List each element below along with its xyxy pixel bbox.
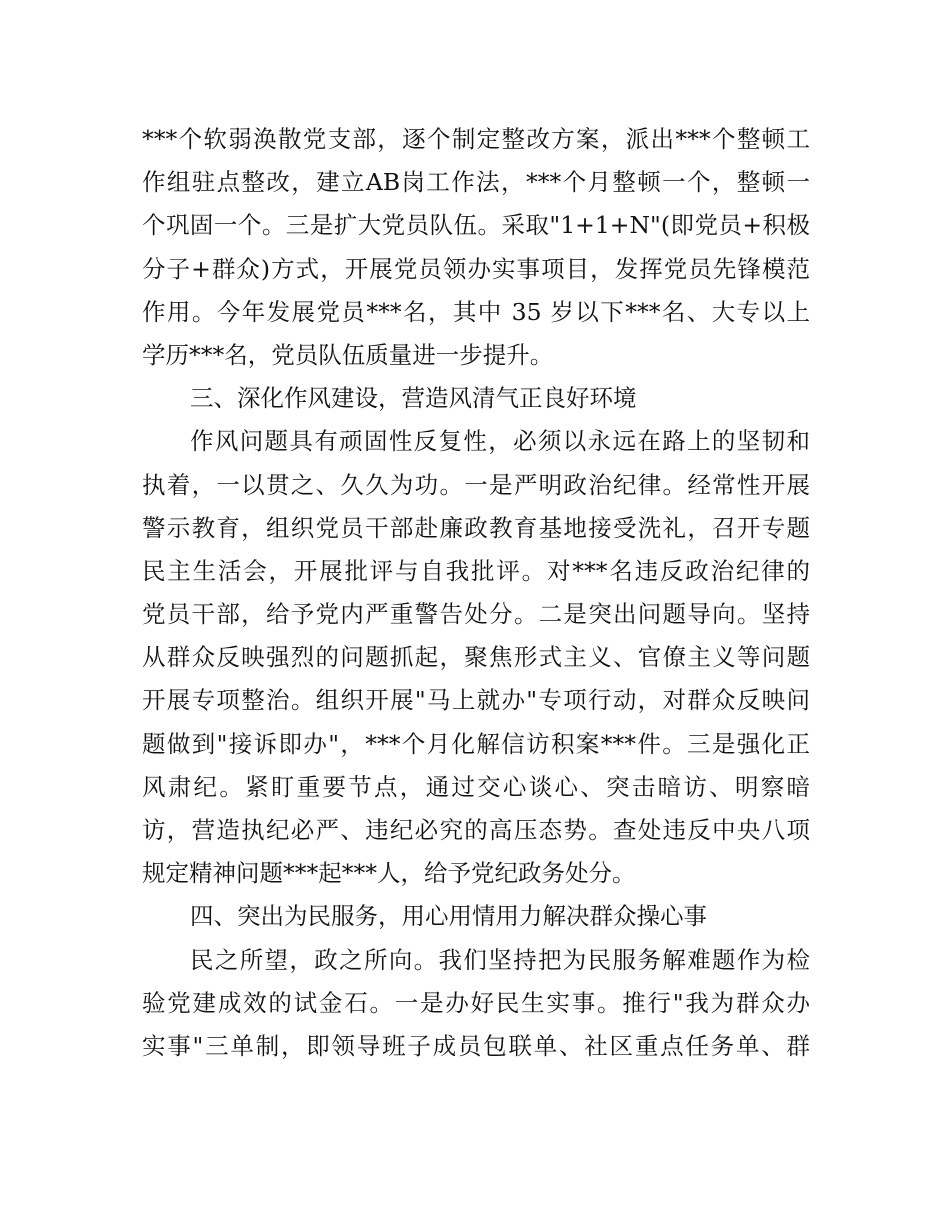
text-line: 民之所望，政之所向。我们坚持把为民服务解难题作为检	[190, 945, 810, 974]
text-line: ***个软弱涣散党支部，逐个制定整改方案，派出***个整顿工	[142, 125, 810, 153]
paragraph-public-service	[142, 939, 810, 1069]
text-line: 民主生活会，开展批评与自我批评。对***名违反政治纪律的	[142, 556, 810, 585]
text-line: 从群众反映强烈的问题抓起，聚焦形式主义、官僚主义等问题	[142, 643, 810, 672]
text-line: 题做到"接诉即办"，***个月化解信访积案***件。三是强化正	[142, 729, 810, 758]
document-page	[142, 118, 810, 1068]
text-line: 作用。今年发展党员***名，其中 35 岁以下***名、大专以上	[142, 297, 810, 326]
section-heading-4	[142, 895, 810, 938]
paragraph-work-style	[142, 420, 810, 895]
text-line: 党员干部，给予党内严重警告处分。二是突出问题导向。坚持	[142, 600, 810, 629]
heading-text: 四、突出为民服务，用心用情用力解决群众操心事	[190, 902, 707, 931]
text-line: 分子+群众)方式，开展党员领办实事项目，发挥党员先锋模范	[142, 254, 810, 283]
text-line: 执着，一以贯之、久久为功。一是严明政治纪律。经常性开展	[142, 470, 810, 499]
text-line: 学历***名，党员队伍质量进一步提升。	[142, 340, 554, 369]
text-line: 访，营造执纪必严、违纪必究的高压态势。查处违反中央八项	[142, 816, 810, 844]
text-line: 警示教育，组织党员干部赴廉政教育基地接受洗礼，召开专题	[142, 513, 810, 542]
text-line: 开展专项整治。组织开展"马上就办"专项行动，对群众反映问	[142, 686, 810, 715]
section-heading-3	[142, 377, 810, 420]
text-line: 作风问题具有顽固性反复性，必须以永远在路上的坚韧和	[190, 427, 810, 456]
text-line: 风肃纪。紧盯重要节点，通过交心谈心、突击暗访、明察暗	[142, 772, 810, 801]
text-line: 规定精神问题***起***人，给予党纪政务处分。	[142, 859, 636, 888]
text-line: 实事"三单制，即领导班子成员包联单、社区重点任务单、群	[142, 1031, 810, 1060]
heading-text: 三、深化作风建设，营造风清气正良好环境	[190, 384, 637, 413]
text-line: 个巩固一个。三是扩大党员队伍。采取"1+1+N"(即党员+积极	[142, 211, 810, 240]
text-line: 验党建成效的试金石。一是办好民生实事。推行"我为群众办	[142, 988, 810, 1017]
paragraph-party-team	[142, 118, 810, 377]
text-line: 作组驻点整改，建立AB岗工作法，***个月整顿一个，整顿一	[142, 168, 810, 197]
